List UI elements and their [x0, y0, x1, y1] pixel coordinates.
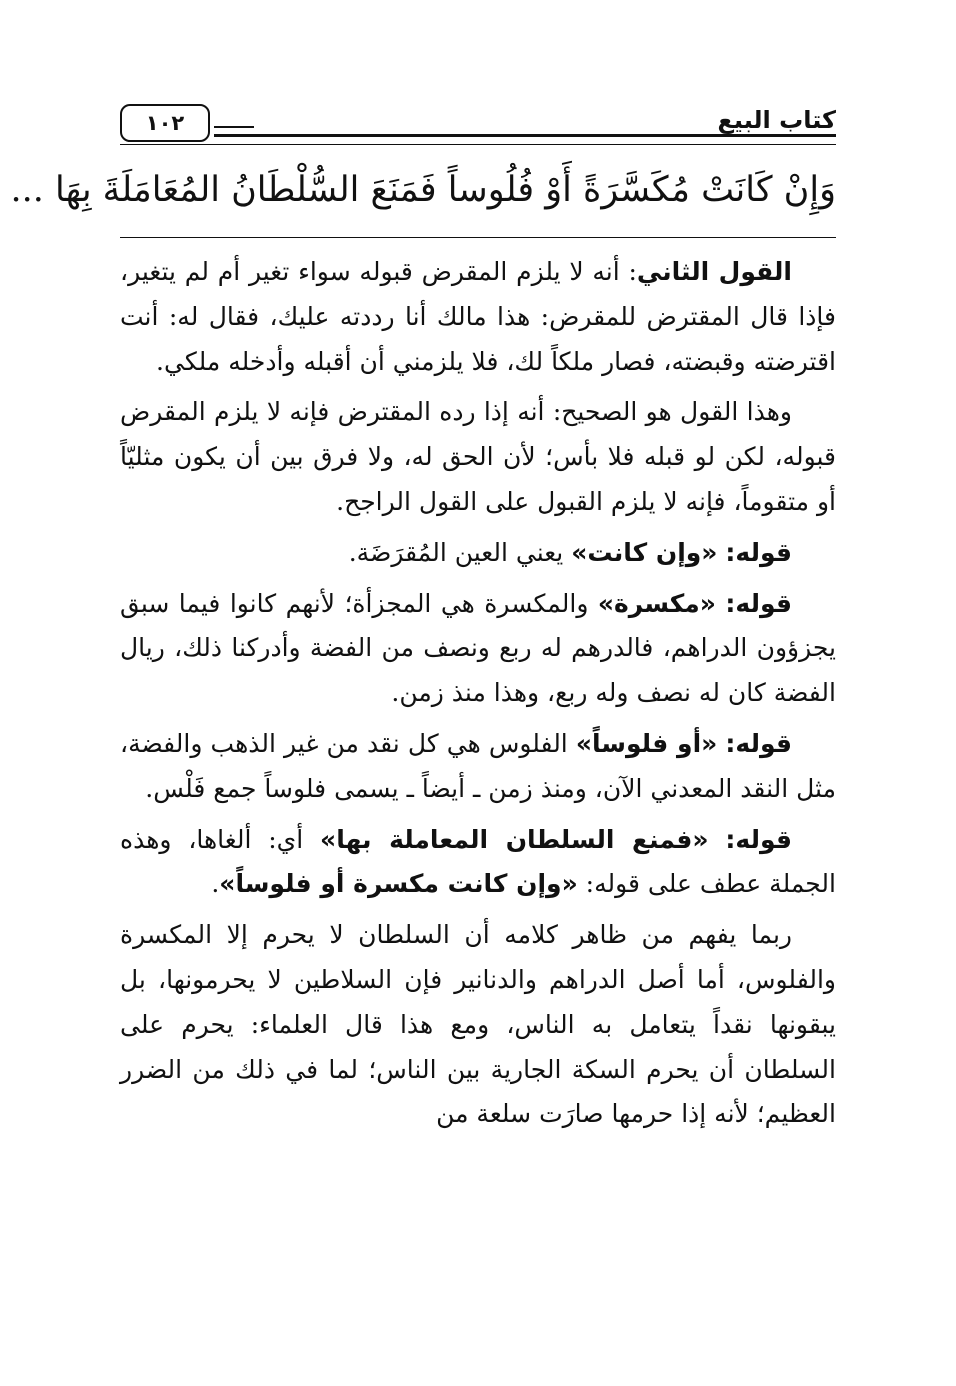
matn-quote: «أو فلوساً» [575, 728, 718, 758]
paragraph [120, 531, 836, 576]
matn-separator [120, 237, 836, 238]
matn-quote: «فمنع السلطان المعاملة بها» [320, 824, 709, 854]
book-title: كتاب البيع [717, 106, 836, 134]
commentary-body [120, 250, 836, 1143]
paragraph-text: ربما يفهم من ظاهر كلامه أن السلطان لا يحرم إلا المكسرة والفلوس، أما أصل الدراهم والدنانير فإن السلاطين لا يحرمونها، بل يبقونها نقداً يتعامل به الناس، ومع هذا قال العلماء: يحرم على السلطان أن يحرم السكة الجارية بين الناس؛ لما في ذلك من الضرر العظيم؛ لأنه إذا حرمها صارَت سلعة من [120, 920, 836, 1129]
matn-quote: «مكسرة» [597, 588, 716, 618]
paragraph-text: وهذا القول هو الصحيح: أنه إذا رده المقترض فإنه لا يلزم المقرض قبوله، لكن لو قبله فلا بأس؛ لأن الحق له، ولا فرق بين أن يكون مثليّاً أو متقوماً، فإنه لا يلزم القبول على القول الراجح. [120, 397, 836, 516]
qawluhu-label: قوله: [725, 537, 792, 567]
paragraph [120, 582, 836, 716]
paragraph [120, 250, 836, 384]
qawluhu-label: قوله: [725, 588, 792, 618]
matn-quote: «وإن كانت» [571, 537, 718, 567]
paragraph [120, 913, 836, 1137]
matn-text: وَإِنْ كَانَتْ مُكَسَّرَةً أَوْ فُلُوساً فَمَنَعَ السُّلْطَانُ المُعَامَلَةَ بِهَا ... [10, 170, 836, 210]
paragraph-lead: القول الثاني [636, 257, 792, 286]
paragraph [120, 390, 836, 524]
qawluhu-label: قوله: [725, 728, 792, 758]
page-number: ١٠٢ [120, 104, 210, 142]
matn-quote: «وإن كانت مكسرة أو فلوساً» [219, 869, 578, 899]
header-rule-left [214, 126, 254, 128]
paragraph-tail: . [211, 869, 220, 899]
page-header [120, 104, 836, 154]
paragraph-text: الفلوس هي كل نقد من غير الذهب والفضة، مثل النقد المعدني الآن، ومنذ زمن ـ أيضاً ـ يسمى فلوساً جمع فَلْس. [120, 728, 836, 803]
paragraph-text: والمكسرة هي المجزأة؛ لأنهم كانوا فيما سبق يجزؤون الدراهم، فالدرهم له ربع ونصف من الفضة وأدركنا ذلك، ريال الفضة كان له نصف وله ربع، وهذا منذ زمن. [120, 588, 836, 708]
paragraph-text: أي: ألغاها، وهذه الجملة عطف على قوله: [120, 824, 836, 899]
paragraph [120, 818, 836, 908]
qawluhu-label: قوله: [725, 824, 792, 854]
paragraph-text: : أنه لا يلزم المقرض قبوله سواء تغير أم لم يتغير، فإذا قال المقترض للمقرض: هذا مالك أنا رددته عليك، فقال له: أنت اقترضته وقبضته، فصار ملكاً لك، فلا يلزمني أن أقبله وأدخله ملكي. [120, 257, 836, 376]
paragraph-text: يعني العين المُقرَضَة. [348, 537, 572, 567]
header-rule [214, 134, 836, 137]
paragraph [120, 722, 836, 812]
header-rule-thin [120, 144, 836, 145]
